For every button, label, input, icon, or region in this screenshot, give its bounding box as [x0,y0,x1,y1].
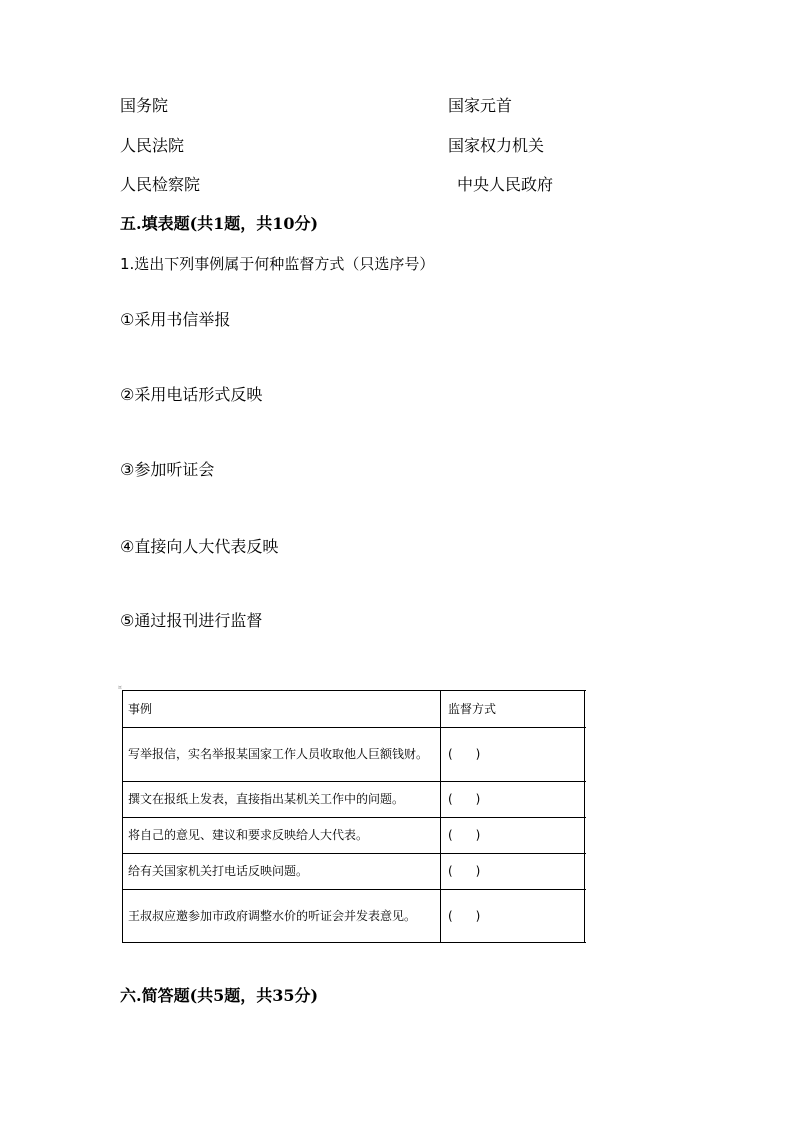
match-left-1: 国务院 [120,96,169,115]
header-spacer [585,691,586,728]
table-row [123,890,586,943]
row-case: 撰文在报纸上发表，直接指出某机关工作中的问题。 [123,782,441,818]
row-blank[interactable]: ( ) [441,854,585,890]
option-1: ①采用书信举报 [120,310,231,329]
table-row [123,854,586,890]
table-header-row [123,691,586,728]
row-case: 给有关国家机关打电话反映问题。 [123,854,441,890]
match-left-2: 人民法院 [120,136,185,155]
option-4: ④直接向人大代表反映 [120,537,279,556]
row-blank[interactable]: ( ) [441,890,585,943]
table-corner-mark: ¤ [118,684,122,691]
option-2: ②采用电话形式反映 [120,385,263,404]
option-5: ⑤通过报刊进行监督 [120,611,263,630]
table-row [123,728,586,782]
table-row [123,782,586,818]
row-case: 王叔叔应邀参加市政府调整水价的听证会并发表意见。 [123,890,441,943]
row-blank[interactable]: ( ) [441,728,585,782]
header-method: 监督方式 [441,691,585,728]
header-case: 事例 [123,691,441,728]
row-case: 写举报信，实名举报某国家工作人员收取他人巨额钱财。 [123,728,441,782]
section5-heading: 五.填表题(共1题，共10分) [120,214,319,233]
section5-question: 1.选出下列事例属于何种监督方式（只选序号） [120,255,435,273]
match-right-3: 中央人民政府 [457,175,554,194]
match-left-3: 人民检察院 [120,175,201,194]
table-row [123,818,586,854]
row-case: 将自己的意见、建议和要求反映给人大代表。 [123,818,441,854]
row-blank[interactable]: ( ) [441,782,585,818]
section6-heading: 六.简答题(共5题，共35分) [120,986,319,1005]
option-3: ③参加听证会 [120,460,215,479]
match-right-1: 国家元首 [448,96,513,115]
row-blank[interactable]: ( ) [441,818,585,854]
supervision-table [122,690,586,943]
match-right-2: 国家权力机关 [448,136,545,155]
